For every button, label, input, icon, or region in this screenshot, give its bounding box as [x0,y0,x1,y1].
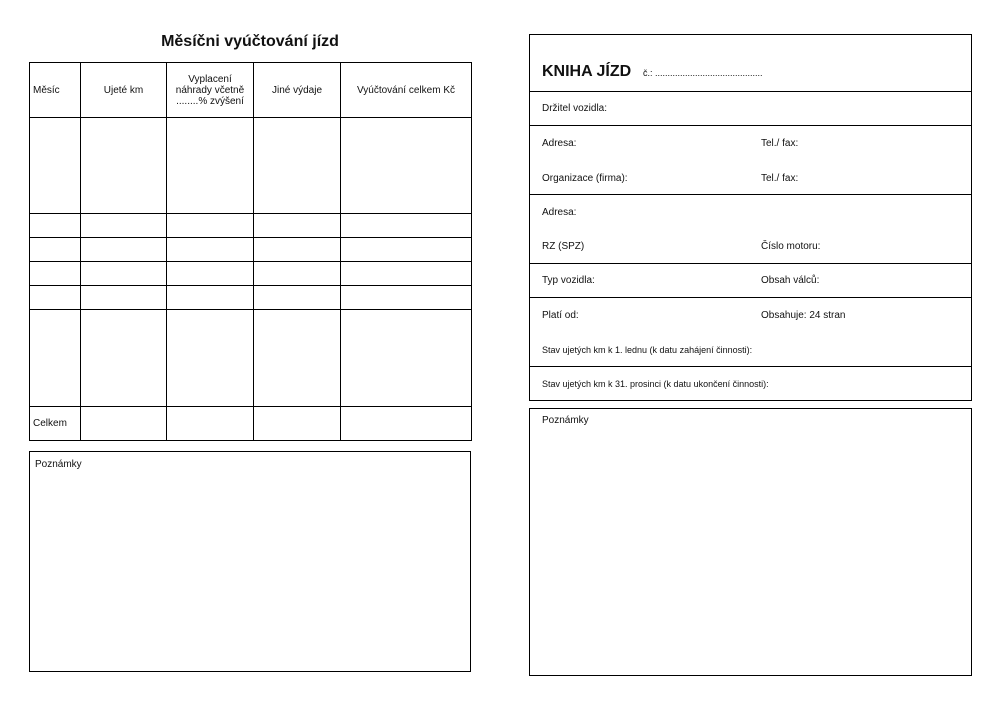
vehicle-type-row [530,263,971,298]
notes-label-right: Poznámky [542,415,589,426]
table-row [30,286,472,310]
page-count-label: Obsahuje: 24 stran [761,310,846,321]
logbook-title-row [530,35,971,92]
km-start-label: Stav ujetých km k 1. lednu (k datu zahájení činnosti): [542,345,753,355]
table-header-row [30,63,472,118]
table-row [30,238,472,262]
table-total-row [30,407,472,441]
holder-label: Držitel vozidla: [542,103,608,114]
header-km: Ujeté km [81,63,167,118]
header-month: Měsíc [30,63,81,118]
km-end-row [530,366,971,400]
table-row [30,262,472,286]
notes-label: Poznámky [35,459,82,470]
table-row [30,310,472,407]
telfax-label: Tel./ fax: [761,138,799,149]
telfax-label-2: Tel./ fax: [761,173,799,184]
organization-label: Organizace (firma): [542,173,628,184]
total-label: Celkem [30,407,81,441]
page-title: Měsíčni vyúčtování jízd [161,33,339,50]
address-label-2: Adresa: [542,207,577,218]
rz-label: RZ (SPZ) [542,241,585,252]
table-row [30,118,472,214]
monthly-settlement-table [29,62,472,441]
header-compensation: Vyplacení náhrady včetně ........% zvýšení [167,63,254,118]
notes-box-left[interactable] [29,451,471,672]
logbook-cover-form [529,34,972,401]
validity-row [530,297,971,367]
km-end-label: Stav ujetých km k 31. prosinci (k datu ukončení činnosti): [542,379,769,389]
valid-from-label: Platí od: [542,310,579,321]
cylinder-volume-label: Obsah válců: [761,275,820,286]
logbook-title: KNIHA JÍZD [542,63,632,80]
address-rz-row [530,194,971,264]
logbook-number-field[interactable]: č.: ........................................... [643,68,763,78]
header-total-czk: Vyúčtování celkem Kč [341,63,472,118]
notes-box-right[interactable] [529,408,972,676]
address-org-row [530,125,971,195]
address-label: Adresa: [542,138,577,149]
engine-number-label: Číslo motoru: [761,241,821,252]
vehicle-type-label: Typ vozidla: [542,275,595,286]
holder-row [530,91,971,126]
table-row [30,214,472,238]
header-other-expenses: Jiné výdaje [254,63,341,118]
